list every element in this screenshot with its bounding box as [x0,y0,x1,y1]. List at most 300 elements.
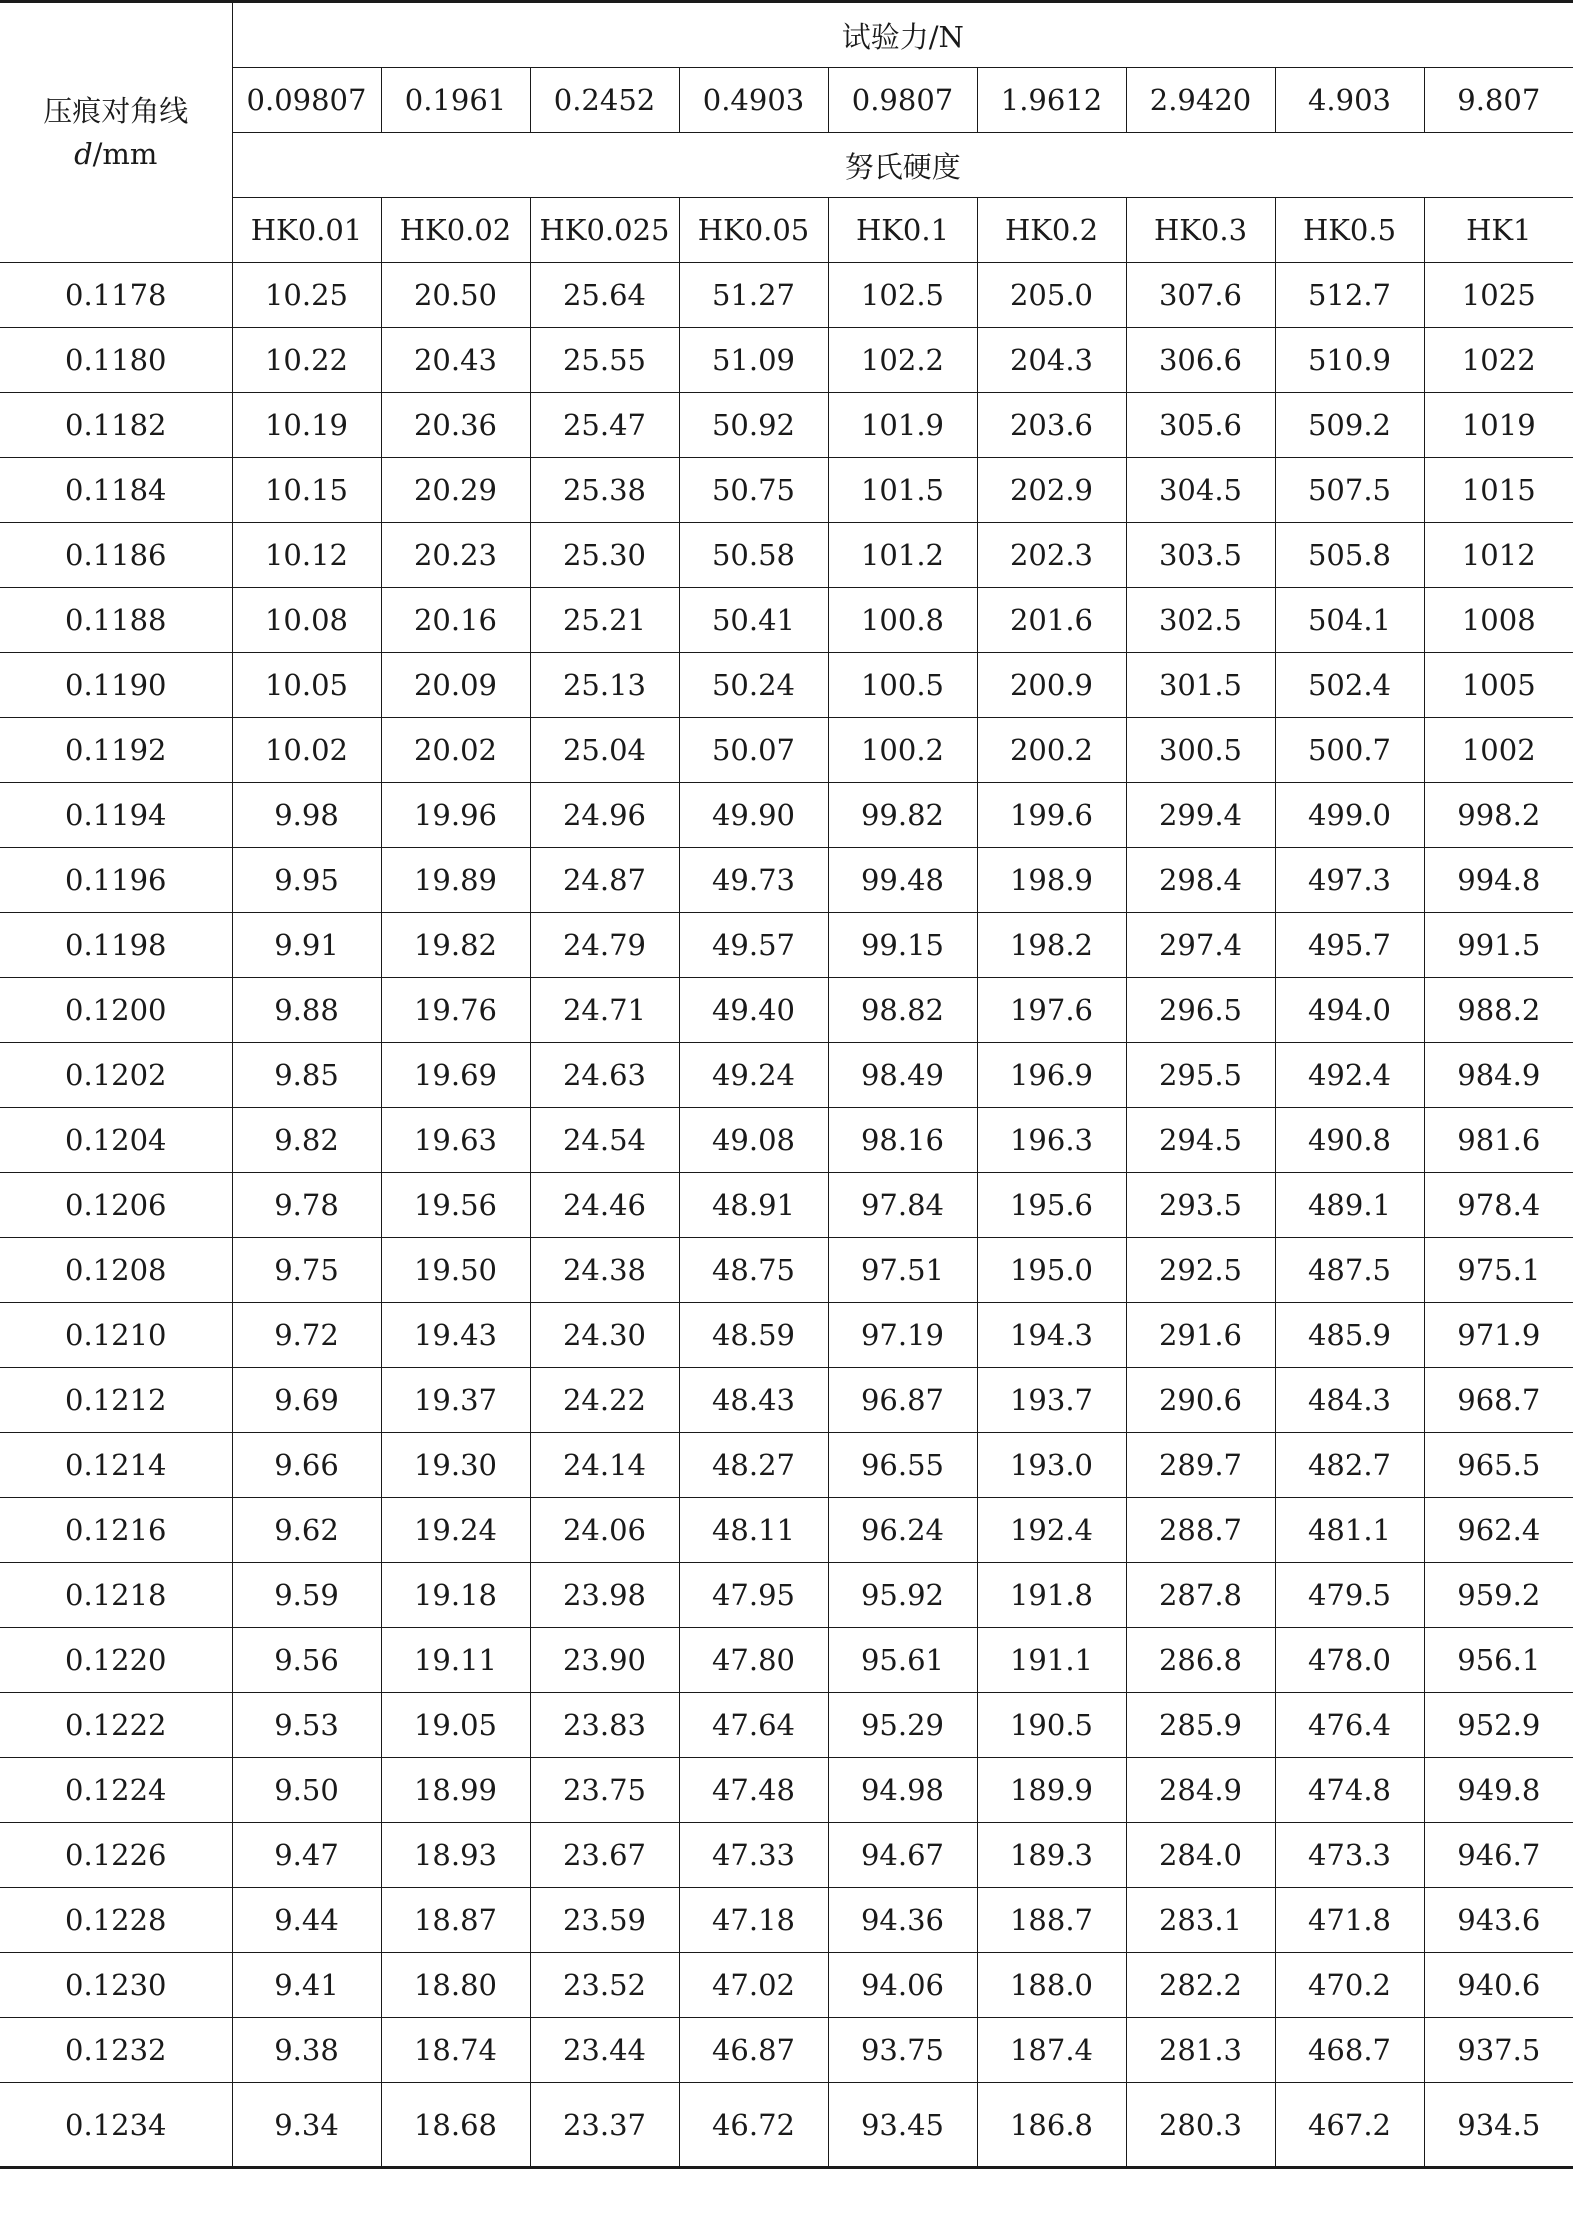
hardness-value-cell: 1008 [1424,588,1573,653]
hardness-value-cell: 49.08 [679,1108,828,1173]
diagonal-value-cell: 0.1194 [0,783,232,848]
hardness-value-cell: 300.5 [1126,718,1275,783]
hardness-value-cell: 100.5 [828,653,977,718]
hardness-value-cell: 25.30 [530,523,679,588]
hardness-value-cell: 23.90 [530,1628,679,1693]
hardness-value-cell: 952.9 [1424,1693,1573,1758]
hardness-value-cell: 994.8 [1424,848,1573,913]
hardness-value-cell: 283.1 [1126,1888,1275,1953]
hardness-value-cell: 10.05 [232,653,381,718]
table-row [0,1628,1573,1693]
hardness-value-cell: 512.7 [1275,263,1424,328]
hardness-value-cell: 191.1 [977,1628,1126,1693]
force-value-cell: 0.9807 [828,68,977,133]
hardness-value-cell: 290.6 [1126,1368,1275,1433]
hardness-value-cell: 998.2 [1424,783,1573,848]
hardness-value-cell: 949.8 [1424,1758,1573,1823]
hardness-value-cell: 24.87 [530,848,679,913]
diagonal-unit [0,133,232,175]
hardness-value-cell: 1025 [1424,263,1573,328]
hardness-value-cell: 25.04 [530,718,679,783]
hardness-value-cell: 47.18 [679,1888,828,1953]
diagonal-value-cell: 0.1210 [0,1303,232,1368]
table-row [0,263,1573,328]
hardness-value-cell: 956.1 [1424,1628,1573,1693]
hardness-value-cell: 9.47 [232,1823,381,1888]
hardness-value-cell: 9.75 [232,1238,381,1303]
hardness-value-cell: 507.5 [1275,458,1424,523]
hardness-value-cell: 23.67 [530,1823,679,1888]
diagonal-value-cell: 0.1222 [0,1693,232,1758]
header-row-force-title [0,2,1573,68]
hardness-value-cell: 49.73 [679,848,828,913]
hardness-value-cell: 99.82 [828,783,977,848]
hardness-value-cell: 50.92 [679,393,828,458]
hardness-value-cell: 482.7 [1275,1433,1424,1498]
hardness-value-cell: 93.75 [828,2018,977,2083]
hardness-value-cell: 9.78 [232,1173,381,1238]
hardness-value-cell: 299.4 [1126,783,1275,848]
hardness-value-cell: 9.59 [232,1563,381,1628]
hardness-value-cell: 102.2 [828,328,977,393]
hardness-value-cell: 101.2 [828,523,977,588]
hardness-value-cell: 9.98 [232,783,381,848]
hardness-value-cell: 195.0 [977,1238,1126,1303]
hardness-value-cell: 97.19 [828,1303,977,1368]
hardness-value-cell: 487.5 [1275,1238,1424,1303]
force-value-cell: 9.807 [1424,68,1573,133]
hardness-value-cell: 101.5 [828,458,977,523]
hardness-value-cell: 19.76 [381,978,530,1043]
hardness-value-cell: 23.59 [530,1888,679,1953]
hardness-value-cell: 296.5 [1126,978,1275,1043]
table-row [0,848,1573,913]
table-row [0,653,1573,718]
hardness-value-cell: 9.62 [232,1498,381,1563]
hardness-value-cell: 946.7 [1424,1823,1573,1888]
table-row [0,328,1573,393]
diagonal-value-cell: 0.1218 [0,1563,232,1628]
hardness-value-cell: 287.8 [1126,1563,1275,1628]
diagonal-value-cell: 0.1224 [0,1758,232,1823]
table-row [0,393,1573,458]
hardness-value-cell: 193.0 [977,1433,1126,1498]
hardness-value-cell: 9.44 [232,1888,381,1953]
hardness-value-cell: 24.06 [530,1498,679,1563]
hardness-value-cell: 18.74 [381,2018,530,2083]
diagonal-value-cell: 0.1198 [0,913,232,978]
hardness-value-cell: 98.49 [828,1043,977,1108]
hardness-value-cell: 9.69 [232,1368,381,1433]
header-row-scales [0,198,1573,263]
hardness-value-cell: 19.18 [381,1563,530,1628]
diagonal-value-cell: 0.1178 [0,263,232,328]
table-row [0,718,1573,783]
diagonal-value-cell: 0.1220 [0,1628,232,1693]
table-row [0,1173,1573,1238]
table-row [0,458,1573,523]
diagonal-value-cell: 0.1208 [0,1238,232,1303]
diagonal-value-cell: 0.1184 [0,458,232,523]
hardness-value-cell: 10.19 [232,393,381,458]
diagonal-value-cell: 0.1230 [0,1953,232,2018]
hardness-scale-cell: HK1 [1424,198,1573,263]
diagonal-value-cell: 0.1226 [0,1823,232,1888]
diagonal-value-cell: 0.1228 [0,1888,232,1953]
hardness-value-cell: 497.3 [1275,848,1424,913]
hardness-value-cell: 18.80 [381,1953,530,2018]
hardness-value-cell: 19.63 [381,1108,530,1173]
hardness-value-cell: 49.57 [679,913,828,978]
hardness-value-cell: 485.9 [1275,1303,1424,1368]
hardness-value-cell: 286.8 [1126,1628,1275,1693]
hardness-value-cell: 94.67 [828,1823,977,1888]
force-value-cell: 1.9612 [977,68,1126,133]
hardness-value-cell: 96.55 [828,1433,977,1498]
hardness-value-cell: 509.2 [1275,393,1424,458]
hardness-value-cell: 23.44 [530,2018,679,2083]
hardness-value-cell: 50.24 [679,653,828,718]
hardness-value-cell: 988.2 [1424,978,1573,1043]
hardness-value-cell: 24.79 [530,913,679,978]
table-row [0,1238,1573,1303]
hardness-value-cell: 95.29 [828,1693,977,1758]
hardness-value-cell: 510.9 [1275,328,1424,393]
diagonal-var: d [74,136,93,171]
hardness-value-cell: 24.46 [530,1173,679,1238]
hardness-value-cell: 1022 [1424,328,1573,393]
hardness-value-cell: 202.3 [977,523,1126,588]
hardness-value-cell: 202.9 [977,458,1126,523]
table-row [0,783,1573,848]
hardness-value-cell: 978.4 [1424,1173,1573,1238]
hardness-value-cell: 94.06 [828,1953,977,2018]
diagonal-value-cell: 0.1196 [0,848,232,913]
hardness-value-cell: 9.88 [232,978,381,1043]
hardness-value-cell: 968.7 [1424,1368,1573,1433]
hardness-value-cell: 23.52 [530,1953,679,2018]
hardness-value-cell: 9.38 [232,2018,381,2083]
hardness-value-cell: 48.43 [679,1368,828,1433]
hardness-value-cell: 192.4 [977,1498,1126,1563]
hardness-value-cell: 19.43 [381,1303,530,1368]
hardness-value-cell: 468.7 [1275,2018,1424,2083]
hardness-value-cell: 504.1 [1275,588,1424,653]
hardness-value-cell: 189.3 [977,1823,1126,1888]
hardness-value-cell: 46.72 [679,2083,828,2168]
diagonal-label: 压痕对角线 [43,94,189,129]
table-row [0,588,1573,653]
table-row [0,1823,1573,1888]
hardness-value-cell: 50.75 [679,458,828,523]
hardness-value-cell: 97.51 [828,1238,977,1303]
hardness-value-cell: 494.0 [1275,978,1424,1043]
hardness-value-cell: 96.24 [828,1498,977,1563]
hardness-value-cell: 467.2 [1275,2083,1424,2168]
hardness-value-cell: 48.59 [679,1303,828,1368]
hardness-value-cell: 101.9 [828,393,977,458]
table-row [0,1693,1573,1758]
hardness-value-cell: 20.23 [381,523,530,588]
table-row [0,913,1573,978]
hardness-value-cell: 304.5 [1126,458,1275,523]
hardness-value-cell: 20.16 [381,588,530,653]
hardness-value-cell: 474.8 [1275,1758,1424,1823]
hardness-value-cell: 47.64 [679,1693,828,1758]
hardness-value-cell: 51.27 [679,263,828,328]
table-row [0,1563,1573,1628]
force-value-cell: 0.09807 [232,68,381,133]
hardness-value-cell: 500.7 [1275,718,1424,783]
hardness-value-cell: 476.4 [1275,1693,1424,1758]
hardness-value-cell: 47.33 [679,1823,828,1888]
hardness-value-cell: 295.5 [1126,1043,1275,1108]
hardness-value-cell: 10.08 [232,588,381,653]
hardness-value-cell: 959.2 [1424,1563,1573,1628]
hardness-value-cell: 9.53 [232,1693,381,1758]
hardness-value-cell: 49.24 [679,1043,828,1108]
hardness-value-cell: 292.5 [1126,1238,1275,1303]
hardness-value-cell: 48.75 [679,1238,828,1303]
hardness-value-cell: 191.8 [977,1563,1126,1628]
hardness-value-cell: 9.66 [232,1433,381,1498]
hardness-value-cell: 23.37 [530,2083,679,2168]
diagonal-value-cell: 0.1186 [0,523,232,588]
hardness-value-cell: 188.0 [977,1953,1126,2018]
hardness-value-cell: 1012 [1424,523,1573,588]
hardness-value-cell: 9.34 [232,2083,381,2168]
hardness-value-cell: 962.4 [1424,1498,1573,1563]
diagonal-value-cell: 0.1188 [0,588,232,653]
hardness-value-cell: 50.41 [679,588,828,653]
diagonal-value-cell: 0.1214 [0,1433,232,1498]
hardness-value-cell: 965.5 [1424,1433,1573,1498]
hardness-value-cell: 943.6 [1424,1888,1573,1953]
hardness-value-cell: 24.30 [530,1303,679,1368]
header-row-hardness-title [0,133,1573,198]
header-row-forces [0,68,1573,133]
hardness-value-cell: 9.50 [232,1758,381,1823]
hardness-value-cell: 19.11 [381,1628,530,1693]
hardness-value-cell: 285.9 [1126,1693,1275,1758]
force-title: 试验力/N [232,2,1573,68]
table-row [0,1303,1573,1368]
hardness-value-cell: 19.69 [381,1043,530,1108]
diagonal-value-cell: 0.1232 [0,2018,232,2083]
hardness-value-cell: 479.5 [1275,1563,1424,1628]
table-row [0,978,1573,1043]
hardness-value-cell: 19.37 [381,1368,530,1433]
hardness-value-cell: 20.36 [381,393,530,458]
hardness-value-cell: 303.5 [1126,523,1275,588]
hardness-value-cell: 19.96 [381,783,530,848]
hardness-value-cell: 197.6 [977,978,1126,1043]
hardness-value-cell: 280.3 [1126,2083,1275,2168]
diagonal-value-cell: 0.1192 [0,718,232,783]
hardness-value-cell: 20.50 [381,263,530,328]
hardness-value-cell: 47.02 [679,1953,828,2018]
hardness-value-cell: 96.87 [828,1368,977,1433]
hardness-value-cell: 102.5 [828,263,977,328]
hardness-value-cell: 937.5 [1424,2018,1573,2083]
diagonal-value-cell: 0.1182 [0,393,232,458]
hardness-value-cell: 48.11 [679,1498,828,1563]
hardness-value-cell: 19.05 [381,1693,530,1758]
hardness-value-cell: 505.8 [1275,523,1424,588]
hardness-value-cell: 190.5 [977,1693,1126,1758]
hardness-value-cell: 195.6 [977,1173,1126,1238]
hardness-value-cell: 95.61 [828,1628,977,1693]
hardness-value-cell: 204.3 [977,328,1126,393]
diagonal-unit-text: /mm [92,136,158,171]
table-header [0,2,1573,263]
hardness-value-cell: 25.64 [530,263,679,328]
hardness-value-cell: 288.7 [1126,1498,1275,1563]
hardness-value-cell: 9.85 [232,1043,381,1108]
hardness-scale-cell: HK0.2 [977,198,1126,263]
table-row [0,1888,1573,1953]
hardness-value-cell: 23.83 [530,1693,679,1758]
hardness-value-cell: 196.9 [977,1043,1126,1108]
force-value-cell: 4.903 [1275,68,1424,133]
hardness-value-cell: 470.2 [1275,1953,1424,2018]
hardness-scale-cell: HK0.01 [232,198,381,263]
hardness-value-cell: 187.4 [977,2018,1126,2083]
table-row [0,1433,1573,1498]
hardness-value-cell: 94.98 [828,1758,977,1823]
hardness-scale-cell: HK0.05 [679,198,828,263]
hardness-value-cell: 100.8 [828,588,977,653]
hardness-value-cell: 10.02 [232,718,381,783]
hardness-scale-cell: HK0.1 [828,198,977,263]
hardness-value-cell: 47.80 [679,1628,828,1693]
hardness-value-cell: 502.4 [1275,653,1424,718]
hardness-scale-cell: HK0.3 [1126,198,1275,263]
hardness-value-cell: 24.71 [530,978,679,1043]
hardness-value-cell: 194.3 [977,1303,1126,1368]
hardness-value-cell: 282.2 [1126,1953,1275,2018]
hardness-value-cell: 281.3 [1126,2018,1275,2083]
diagonal-value-cell: 0.1212 [0,1368,232,1433]
diagonal-value-cell: 0.1180 [0,328,232,393]
table-row [0,1498,1573,1563]
hardness-value-cell: 48.27 [679,1433,828,1498]
hardness-value-cell: 23.75 [530,1758,679,1823]
hardness-value-cell: 24.54 [530,1108,679,1173]
hardness-value-cell: 302.5 [1126,588,1275,653]
hardness-value-cell: 473.3 [1275,1823,1424,1888]
force-value-cell: 0.4903 [679,68,828,133]
hardness-value-cell: 50.07 [679,718,828,783]
hardness-value-cell: 189.9 [977,1758,1126,1823]
hardness-value-cell: 199.6 [977,783,1126,848]
hardness-value-cell: 25.13 [530,653,679,718]
table-row [0,1758,1573,1823]
hardness-value-cell: 24.63 [530,1043,679,1108]
hardness-value-cell: 984.9 [1424,1043,1573,1108]
hardness-value-cell: 19.50 [381,1238,530,1303]
hardness-value-cell: 48.91 [679,1173,828,1238]
hardness-value-cell: 478.0 [1275,1628,1424,1693]
hardness-value-cell: 975.1 [1424,1238,1573,1303]
hardness-value-cell: 25.38 [530,458,679,523]
hardness-value-cell: 9.82 [232,1108,381,1173]
hardness-value-cell: 1005 [1424,653,1573,718]
hardness-value-cell: 97.84 [828,1173,977,1238]
hardness-scale-cell: HK0.5 [1275,198,1424,263]
hardness-value-cell: 971.9 [1424,1303,1573,1368]
hardness-value-cell: 18.93 [381,1823,530,1888]
hardness-value-cell: 297.4 [1126,913,1275,978]
hardness-value-cell: 19.30 [381,1433,530,1498]
hardness-value-cell: 284.0 [1126,1823,1275,1888]
diagonal-value-cell: 0.1204 [0,1108,232,1173]
hardness-value-cell: 9.41 [232,1953,381,2018]
hardness-value-cell: 18.87 [381,1888,530,1953]
hardness-value-cell: 1019 [1424,393,1573,458]
hardness-value-cell: 198.9 [977,848,1126,913]
hardness-value-cell: 19.24 [381,1498,530,1563]
hardness-value-cell: 484.3 [1275,1368,1424,1433]
hardness-value-cell: 19.89 [381,848,530,913]
hardness-value-cell: 188.7 [977,1888,1126,1953]
hardness-value-cell: 95.92 [828,1563,977,1628]
diagonal-value-cell: 0.1190 [0,653,232,718]
hardness-value-cell: 24.22 [530,1368,679,1433]
hardness-value-cell: 47.48 [679,1758,828,1823]
hardness-value-cell: 305.6 [1126,393,1275,458]
hardness-value-cell: 24.96 [530,783,679,848]
hardness-value-cell: 200.2 [977,718,1126,783]
hardness-value-cell: 489.1 [1275,1173,1424,1238]
hardness-value-cell: 307.6 [1126,263,1275,328]
hardness-value-cell: 25.55 [530,328,679,393]
hardness-value-cell: 98.82 [828,978,977,1043]
force-value-cell: 0.1961 [381,68,530,133]
hardness-value-cell: 51.09 [679,328,828,393]
hardness-value-cell: 47.95 [679,1563,828,1628]
hardness-value-cell: 93.45 [828,2083,977,2168]
hardness-value-cell: 291.6 [1126,1303,1275,1368]
force-value-cell: 0.2452 [530,68,679,133]
hardness-value-cell: 200.9 [977,653,1126,718]
hardness-value-cell: 9.72 [232,1303,381,1368]
hardness-value-cell: 301.5 [1126,653,1275,718]
hardness-value-cell: 99.48 [828,848,977,913]
hardness-value-cell: 284.9 [1126,1758,1275,1823]
table-row [0,1368,1573,1433]
hardness-value-cell: 198.2 [977,913,1126,978]
hardness-value-cell: 19.56 [381,1173,530,1238]
hardness-value-cell: 306.6 [1126,328,1275,393]
hardness-value-cell: 25.47 [530,393,679,458]
table-row [0,523,1573,588]
hardness-value-cell: 9.95 [232,848,381,913]
table-body [0,263,1573,2168]
hardness-value-cell: 24.38 [530,1238,679,1303]
hardness-value-cell: 50.58 [679,523,828,588]
hardness-value-cell: 1002 [1424,718,1573,783]
hardness-value-cell: 499.0 [1275,783,1424,848]
hardness-value-cell: 18.99 [381,1758,530,1823]
table-row [0,1108,1573,1173]
hardness-value-cell: 99.15 [828,913,977,978]
hardness-value-cell: 10.22 [232,328,381,393]
table-row [0,1953,1573,2018]
hardness-value-cell: 193.7 [977,1368,1126,1433]
hardness-value-cell: 1015 [1424,458,1573,523]
hardness-title: 努氏硬度 [232,133,1573,198]
